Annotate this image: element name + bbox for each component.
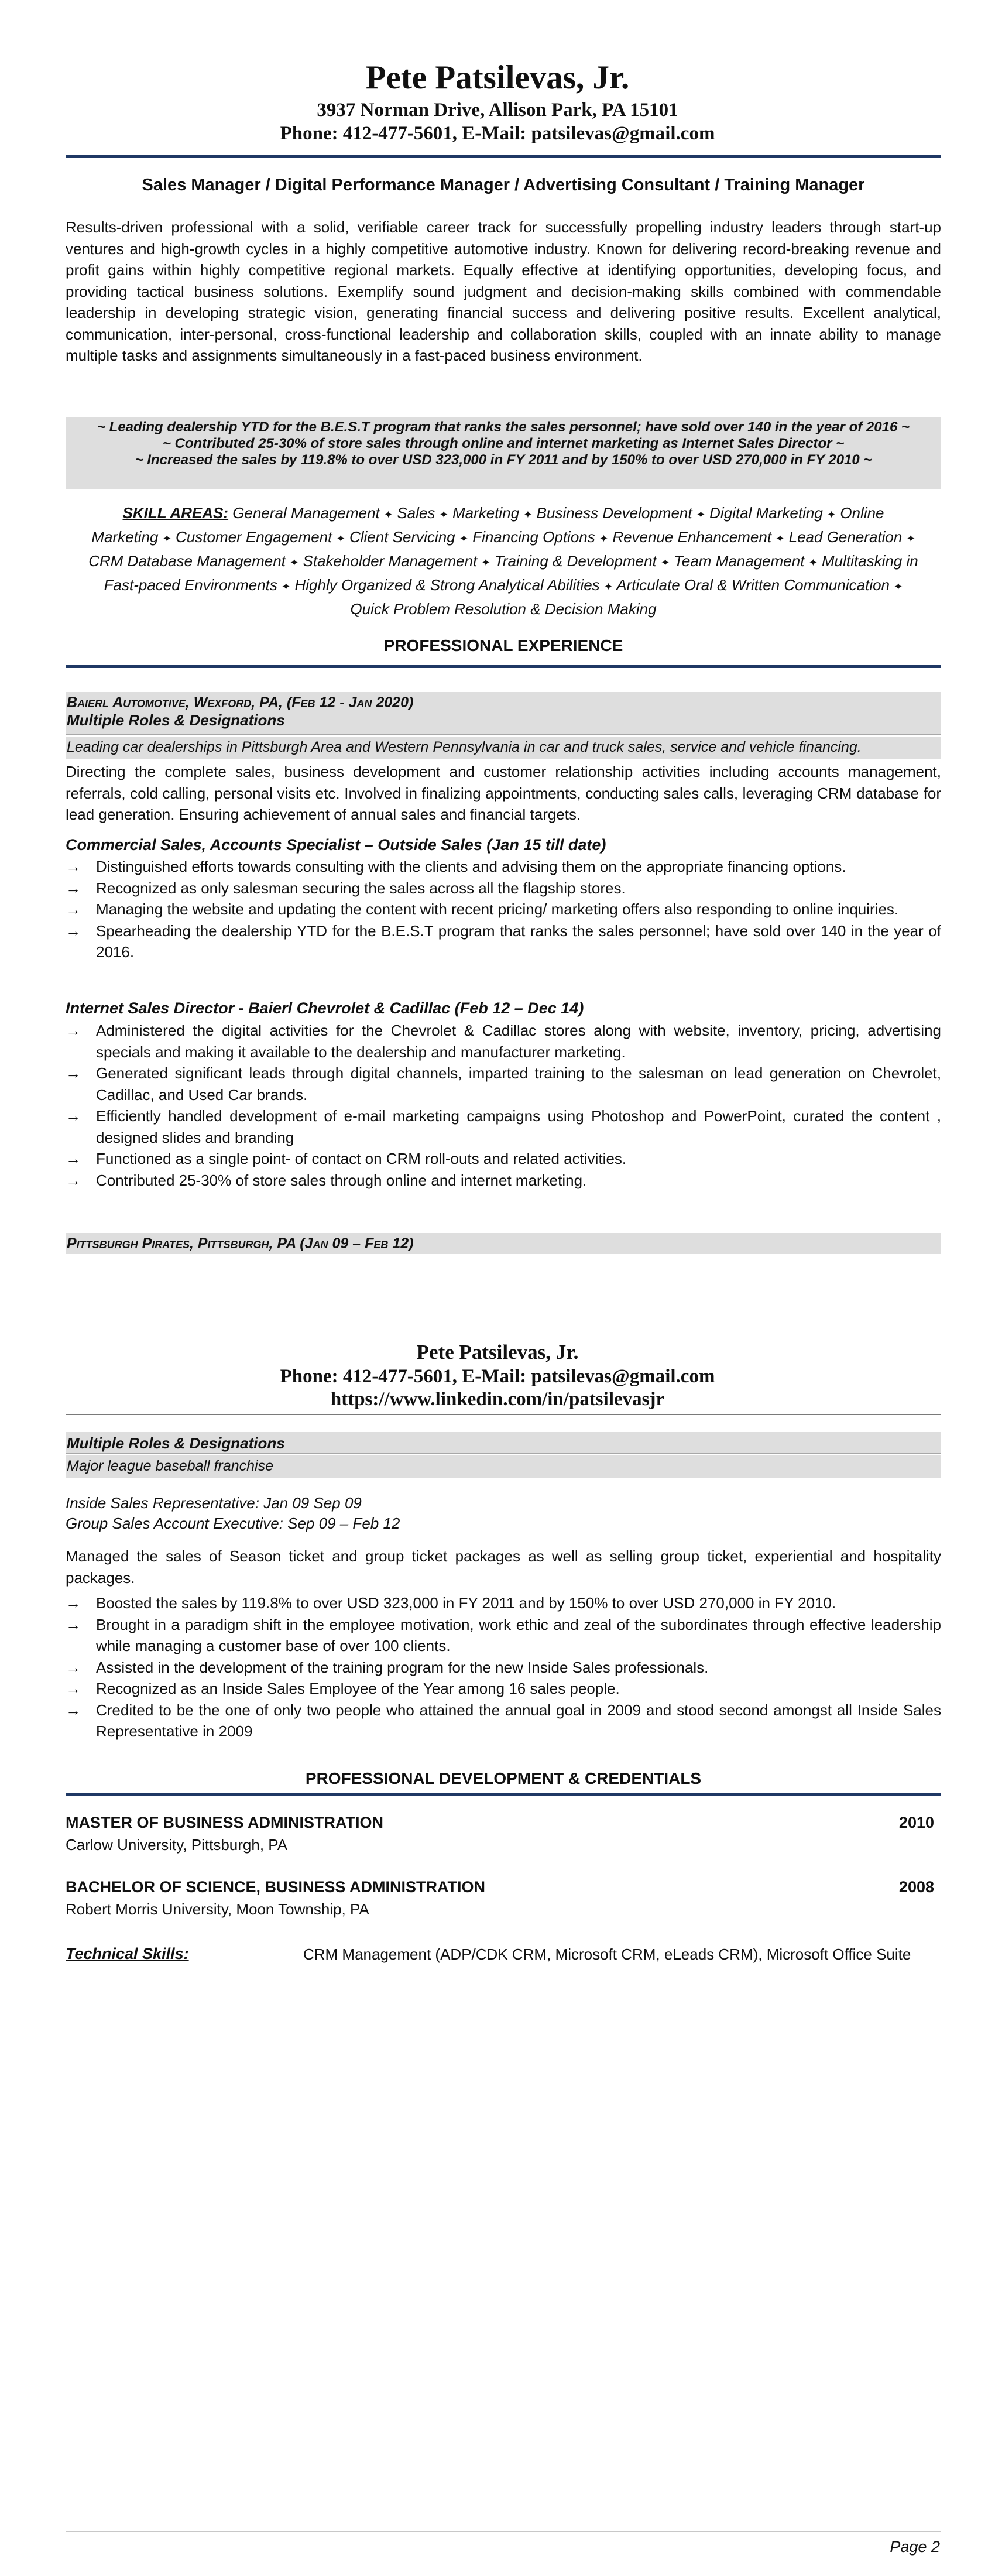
skill-areas-label: SKILL AREAS: [122,504,229,522]
degree-mba-title: MASTER OF BUSINESS ADMINISTRATION [66,1814,384,1831]
internet-sales-bullets [66,1020,941,1191]
diamond-separator-icon: ✦ [696,509,705,520]
diamond-separator-icon: ✦ [459,533,468,544]
bullet-item [66,1170,941,1191]
bullet-item [66,899,941,920]
diamond-separator-icon: ✦ [661,557,670,568]
diamond-separator-icon: ✦ [603,581,613,592]
arrow-bullet-icon: → [66,1680,81,1697]
pirates-position-2: Group Sales Account Executive: Sep 09 – Feb 12 [66,1515,400,1532]
bullet-item [66,1148,941,1170]
degree-bs-year: 2008 [898,1878,934,1896]
bullet-text: Boosted the sales by 119.8% to over USD 323,000 in FY 2011 and by 150% to over USD 270,000 in FY 2010. [96,1594,836,1612]
arrow-bullet-icon: → [66,1022,81,1039]
bullet-item [66,1020,941,1063]
pirates-roles: Multiple Roles & Designations [67,1434,285,1452]
bullet-item [66,1700,941,1742]
commercial-sales-role-title: Commercial Sales, Accounts Specialist – Outside Sales (Jan 15 till date) [66,836,606,854]
bullet-text: Contributed 25-30% of store sales through online and internet marketing. [96,1171,587,1189]
arrow-bullet-icon: → [66,1064,81,1082]
bullet-text: Recognized as an Inside Sales Employee of the Year among 16 sales people. [96,1680,620,1697]
experience-divider [66,665,941,668]
diamond-separator-icon: ✦ [776,533,785,544]
pirates-company-block [66,1233,941,1254]
skill-item: Lead Generation [788,528,903,546]
bullet-text: Recognized as only salesman securing the sales across all the flagship stores. [96,879,626,897]
diamond-separator-icon: ✦ [384,509,393,520]
arrow-bullet-icon: → [66,1658,81,1676]
pirates-company: Pittsburgh Pirates, Pittsburgh, PA (Jan 09 – Feb 12) [67,1235,414,1252]
diamond-separator-icon: ✦ [827,509,836,520]
diamond-separator-icon: ✦ [336,533,345,544]
diamond-separator-icon: ✦ [906,533,915,544]
bullet-text: Functioned as a single point- of contact on CRM roll-outs and related activities. [96,1150,627,1167]
arrow-bullet-icon: → [66,1107,81,1125]
bullet-item [66,856,941,878]
page-number: Page 2 [890,2538,940,2556]
skill-item: Online Marketing [91,504,884,546]
professional-summary: Results-driven professional with a solid, verifiable career track for successfully propelling industry leaders through start-up ventures and high-growth cycles in a highly competitive automotive industry. Known for delivering record-breaking revenue and profit gains within highly competitive regional markets. Equally effective at identifying opportunities, developing focus, and providing tactical business solutions. Exemplify sound judgment and decision-making skills combined with commendable leadership in developing strategic vision, generating financial success and delivering positive results. Excellent analytical, communication, inter-personal, cross-functional leadership and collaboration skills, coupled with an innate ability to manage multiple tasks and assignments simultaneously in a fast-paced business environment. [66,218,941,364]
diamond-separator-icon: ✦ [481,557,490,568]
skill-item: Customer Engagement [176,528,332,546]
bullet-item [66,878,941,899]
pirates-roles-block [66,1432,941,1453]
skill-item: Marketing [452,504,520,522]
bullet-text: Credited to be the one of only two people who attained the annual goal in 2009 and stood second amongst all Inside Sales Representative in 2009 [96,1701,941,1740]
diamond-separator-icon: ✦ [808,557,818,568]
page2-candidate-contact: Phone: 412-477-5601, E-Mail: patsilevas@gmail.com [280,1366,715,1387]
degree-bs-school: Robert Morris University, Moon Township, PA [66,1900,369,1918]
linkedin-url: https://www.linkedin.com/in/patsilevasjr [330,1389,665,1410]
experience-section-title: PROFESSIONAL EXPERIENCE [383,636,623,655]
professional-headline: Sales Manager / Digital Performance Manager / Advertising Consultant / Training Manager [142,176,865,194]
skill-item: Highly Organized & Strong Analytical Abilities [294,576,600,594]
bullet-text: Assisted in the development of the training program for the new Inside Sales professionals. [96,1658,709,1676]
arrow-bullet-icon: → [66,1171,81,1189]
arrow-bullet-icon: → [66,1594,81,1612]
diamond-separator-icon: ✦ [599,533,609,544]
baierl-desc-block [66,737,941,759]
arrow-bullet-icon: → [66,858,81,875]
baierl-roles: Multiple Roles & Designations [67,711,285,729]
skill-item: Quick Problem Resolution & Decision Making [350,600,657,618]
skill-item: Digital Marketing [709,504,823,522]
skill-item: Business Development [536,504,692,522]
arrow-bullet-icon: → [66,900,81,918]
pirates-summary: Managed the sales of Season ticket and group ticket packages as well as selling group ticket, experiential and hospitality packages. [66,1547,941,1587]
baierl-divider [66,734,941,735]
degree-mba [66,1814,934,1832]
footer-divider [66,2531,941,2532]
pirates-desc-block [66,1455,941,1478]
degree-bs-title: BACHELOR OF SCIENCE, BUSINESS ADMINISTRATION [66,1878,486,1896]
skill-item: Multitasking in Fast-paced Environments [104,552,918,594]
baierl-description: Leading car dealerships in Pittsburgh Area and Western Pennsylvania in car and truck sales, service and vehicle financing. [67,739,862,755]
bullet-text: Brought in a paradigm shift in the employee motivation, work ethic and zeal of the subordinates through effective leadership while managing a customer base of over 100 clients. [96,1615,941,1654]
skill-item: General Management [232,504,380,522]
bullet-item [66,1614,941,1657]
highlight-2: ~ Contributed 25-30% of store sales through online and internet marketing as Internet Sales Director ~ [162,436,845,451]
candidate-address: 3937 Norman Drive, Allison Park, PA 15101 [317,100,678,121]
arrow-bullet-icon: → [66,1150,81,1167]
bullet-text: Spearheading the dealership YTD for the B.E.S.T program that ranks the sales personnel; have sold over 140 in the year of 2016. [96,922,941,961]
diamond-separator-icon: ✦ [162,533,171,544]
highlight-3: ~ Increased the sales by 119.8% to over USD 323,000 in FY 2011 and by 150% to over USD 270,000 in FY 2010 ~ [135,452,872,468]
commercial-sales-bullets [66,856,941,963]
skill-item: Revenue Enhancement [612,528,772,546]
skill-item: Stakeholder Management [303,552,478,570]
baierl-company-block [66,692,941,734]
skill-item: Financing Options [472,528,595,546]
skill-item: CRM Database Management [88,552,286,570]
bullet-item [66,1592,941,1614]
bullet-item [66,1105,941,1148]
pirates-position-1: Inside Sales Representative: Jan 09 Sep 09 [66,1494,362,1512]
bullet-item [66,1678,941,1700]
arrow-bullet-icon: → [66,1615,81,1633]
degree-mba-school: Carlow University, Pittsburgh, PA [66,1836,288,1854]
arrow-bullet-icon: → [66,879,81,897]
technical-skills-label: Technical Skills: [66,1945,189,1962]
highlight-1: ~ Leading dealership YTD for the B.E.S.T program that ranks the sales personnel; have sold over 140 in the year of 2016 ~ [97,419,910,435]
technical-skills-value: CRM Management (ADP/CDK CRM, Microsoft CRM, eLeads CRM), Microsoft Office Suite [303,1945,911,1963]
skill-item: Team Management [674,552,805,570]
bullet-text: Distinguished efforts towards consulting with the clients and advising them on the appropriate financing options. [96,858,846,875]
skill-item: Articulate Oral & Written Communication [616,576,890,594]
pirates-description: Major league baseball franchise [67,1458,273,1474]
bullet-item [66,920,941,963]
bullet-text: Efficiently handled development of e-mail marketing campaigns using Photoshop and PowerPoint, curated the content , designed slides and branding [96,1107,941,1146]
arrow-bullet-icon: → [66,922,81,940]
header-divider [66,155,941,158]
diamond-separator-icon: ✦ [894,581,903,592]
internet-sales-role-title: Internet Sales Director - Baierl Chevrolet & Cadillac (Feb 12 – Dec 14) [66,999,584,1017]
pirates-bullets [66,1592,941,1742]
diamond-separator-icon: ✦ [282,581,291,592]
credentials-section-title: PROFESSIONAL DEVELOPMENT & CREDENTIALS [305,1769,702,1787]
degree-mba-year: 2010 [898,1814,934,1831]
candidate-name: Pete Patsilevas, Jr. [365,59,630,96]
diamond-separator-icon: ✦ [290,557,299,568]
skill-areas [88,502,919,620]
diamond-separator-icon: ✦ [439,509,448,520]
candidate-contact: Phone: 412-477-5601, E-Mail: patsilevas@gmail.com [280,123,715,144]
career-highlights [66,417,941,489]
page2-candidate-name: Pete Patsilevas, Jr. [416,1341,579,1364]
bullet-text: Administered the digital activities for the Chevrolet & Cadillac stores along with website, inventory, pricing, advertising specials and making it available to the dealership and manufacturer marketing. [96,1022,941,1061]
diamond-separator-icon: ✦ [523,509,533,520]
baierl-summary: Directing the complete sales, business development and customer relationship activities including accounts management, referrals, cold calling, personal visits etc. Involved in finalizing appointments, conducting sales calls, leveraging CRM database for lead generation. Ensuring achievement of annual sales and financial targets. [66,763,941,823]
bullet-text: Managing the website and updating the content with recent pricing/ marketing offers also responding to online inquiries. [96,900,899,918]
credentials-divider [66,1793,941,1796]
skill-item: Training & Development [494,552,657,570]
bullet-item [66,1657,941,1678]
baierl-company: Baierl Automotive, Wexford, PA, (Feb 12 - Jan 2020) [67,694,414,711]
pirates-positions [66,1493,941,1534]
bullet-text: Generated significant leads through digital channels, imparted training to the salesman on lead generation on Chevrolet, Cadillac, and Used Car brands. [96,1064,941,1104]
arrow-bullet-icon: → [66,1701,81,1719]
page2-header-divider [66,1414,941,1415]
skill-item: Client Servicing [349,528,455,546]
skill-item: Sales [397,504,435,522]
degree-bs [66,1878,934,1896]
pirates-divider [66,1453,941,1454]
bullet-item [66,1063,941,1105]
